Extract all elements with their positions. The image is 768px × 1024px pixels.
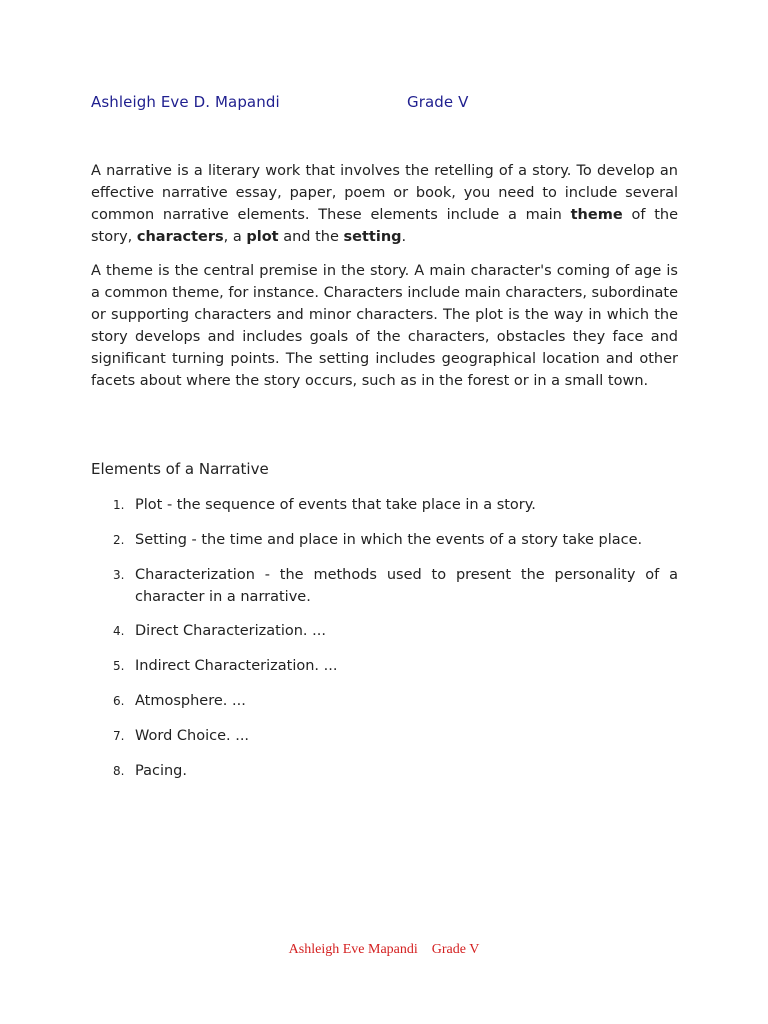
footer-name: Ashleigh Eve Mapandi bbox=[288, 942, 418, 957]
footer-grade: Grade V bbox=[431, 942, 480, 957]
list-number: 7. bbox=[113, 728, 125, 743]
theme-paragraph: A theme is the central premise in the story. A main character's coming of age is a common theme, for instance. Characters include main characters, subordinate or supporting characters and minor characters. The plot is the way in which the story develops and includes goals of the characters, obstacles they face and significant turning points. The setting includes geographical location and other facets about where the story occurs, such as in the forest or in a small town. bbox=[91, 263, 678, 389]
intro-text-3: , a bbox=[223, 229, 247, 245]
grade-label: Grade V bbox=[407, 93, 469, 111]
keyword-setting: setting bbox=[343, 229, 402, 245]
list-text: Word Choice. ... bbox=[135, 727, 250, 744]
intro-text-4: and the bbox=[278, 229, 344, 245]
intro-text-1: A narrative is a literary work that involves the retelling of a story. To develop an effective narrative essay, paper, poem or book, you need to include several common narrative elements. These elements include a main bbox=[91, 163, 678, 223]
intro-text-5: . bbox=[401, 229, 407, 245]
list-number: 8. bbox=[113, 763, 125, 778]
list-text: Setting - the time and place in which the events of a story take place. bbox=[135, 531, 643, 548]
list-number: 6. bbox=[113, 693, 125, 708]
keyword-theme: theme bbox=[570, 207, 623, 223]
list-number: 4. bbox=[113, 624, 125, 639]
author-name: Ashleigh Eve D. Mapandi bbox=[91, 93, 280, 111]
page-footer bbox=[0, 942, 768, 958]
list-item bbox=[91, 760, 678, 782]
list-item bbox=[91, 564, 678, 608]
list-number: 2. bbox=[113, 532, 125, 547]
list-number: 1. bbox=[113, 498, 125, 512]
intro-paragraph bbox=[91, 160, 678, 248]
list-item bbox=[91, 620, 678, 642]
section-title: Elements of a Narrative bbox=[91, 460, 269, 478]
intro-text-2: of the story, bbox=[91, 207, 678, 245]
keyword-characters: characters bbox=[136, 229, 224, 245]
list-item bbox=[91, 655, 678, 677]
keyword-plot: plot bbox=[246, 229, 279, 245]
list-text: Pacing. bbox=[135, 762, 187, 779]
list-number: 3. bbox=[113, 567, 125, 582]
elements-list bbox=[91, 494, 678, 794]
list-text: Characterization - the methods used to present the personality of a character in a narrative. bbox=[135, 566, 678, 605]
list-number: 5. bbox=[113, 659, 125, 674]
list-item bbox=[91, 529, 678, 551]
list-text: Direct Characterization. ... bbox=[135, 623, 326, 640]
list-text: Atmosphere. ... bbox=[135, 692, 246, 709]
list-text: Plot - the sequence of events that take place in a story. bbox=[135, 497, 536, 513]
list-item bbox=[91, 494, 678, 516]
list-text: Indirect Characterization. ... bbox=[135, 658, 338, 675]
list-item bbox=[91, 690, 678, 712]
list-item bbox=[91, 725, 678, 747]
